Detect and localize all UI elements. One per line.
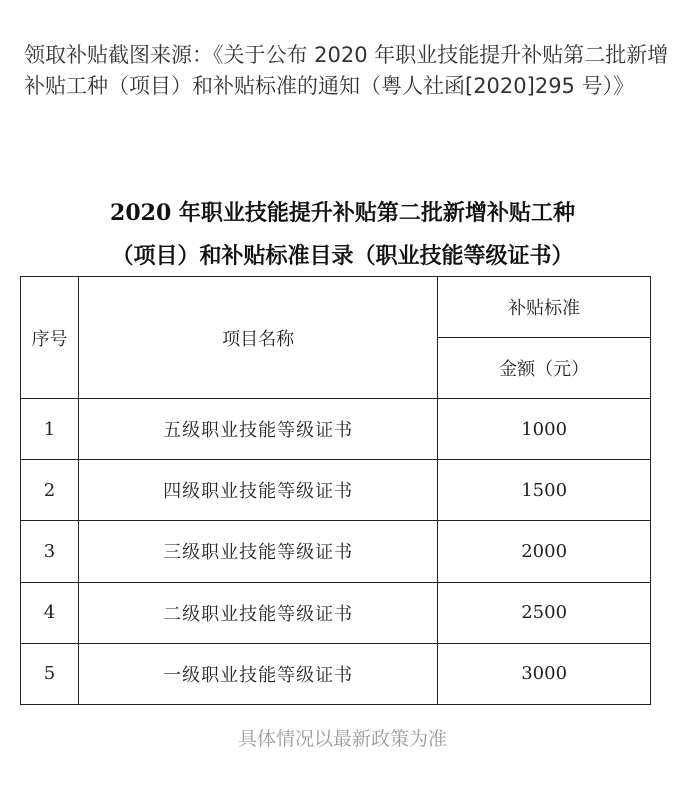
row-amount: 3000	[438, 643, 651, 704]
table-row	[21, 643, 651, 704]
row-amount: 2000	[438, 521, 651, 582]
row-no: 5	[21, 643, 79, 704]
document-title-line2: （项目）和补贴标准目录（职业技能等级证书）	[111, 243, 574, 269]
row-name: 三级职业技能等级证书	[78, 521, 437, 582]
row-no: 2	[21, 460, 79, 521]
footnote: 具体情况以最新政策为准	[237, 728, 447, 750]
subsidy-table	[20, 276, 651, 705]
row-no: 3	[21, 521, 79, 582]
row-amount: 2500	[438, 582, 651, 643]
source-note: 领取补贴截图来源：《关于公布 2020 年职业技能提升补贴第二批新增补贴工种（项目）和补贴标准的通知（粤人社函[2020]295 号）》	[24, 43, 669, 98]
row-name: 一级职业技能等级证书	[78, 643, 437, 704]
header-no: 序号	[21, 277, 79, 399]
table-row	[21, 582, 651, 643]
table-row	[21, 399, 651, 460]
table-row	[21, 521, 651, 582]
row-name: 五级职业技能等级证书	[78, 399, 437, 460]
header-standard: 补贴标准	[438, 277, 651, 338]
row-name: 二级职业技能等级证书	[78, 582, 437, 643]
row-name: 四级职业技能等级证书	[78, 460, 437, 521]
document-title-line1: 2020 年职业技能提升补贴第二批新增补贴工种	[110, 200, 575, 226]
row-amount: 1500	[438, 460, 651, 521]
row-no: 1	[21, 399, 79, 460]
header-name: 项目名称	[78, 277, 437, 399]
table-row	[21, 460, 651, 521]
header-amount: 金额（元）	[438, 338, 651, 399]
table-header-row	[21, 277, 651, 338]
row-amount: 1000	[438, 399, 651, 460]
row-no: 4	[21, 582, 79, 643]
